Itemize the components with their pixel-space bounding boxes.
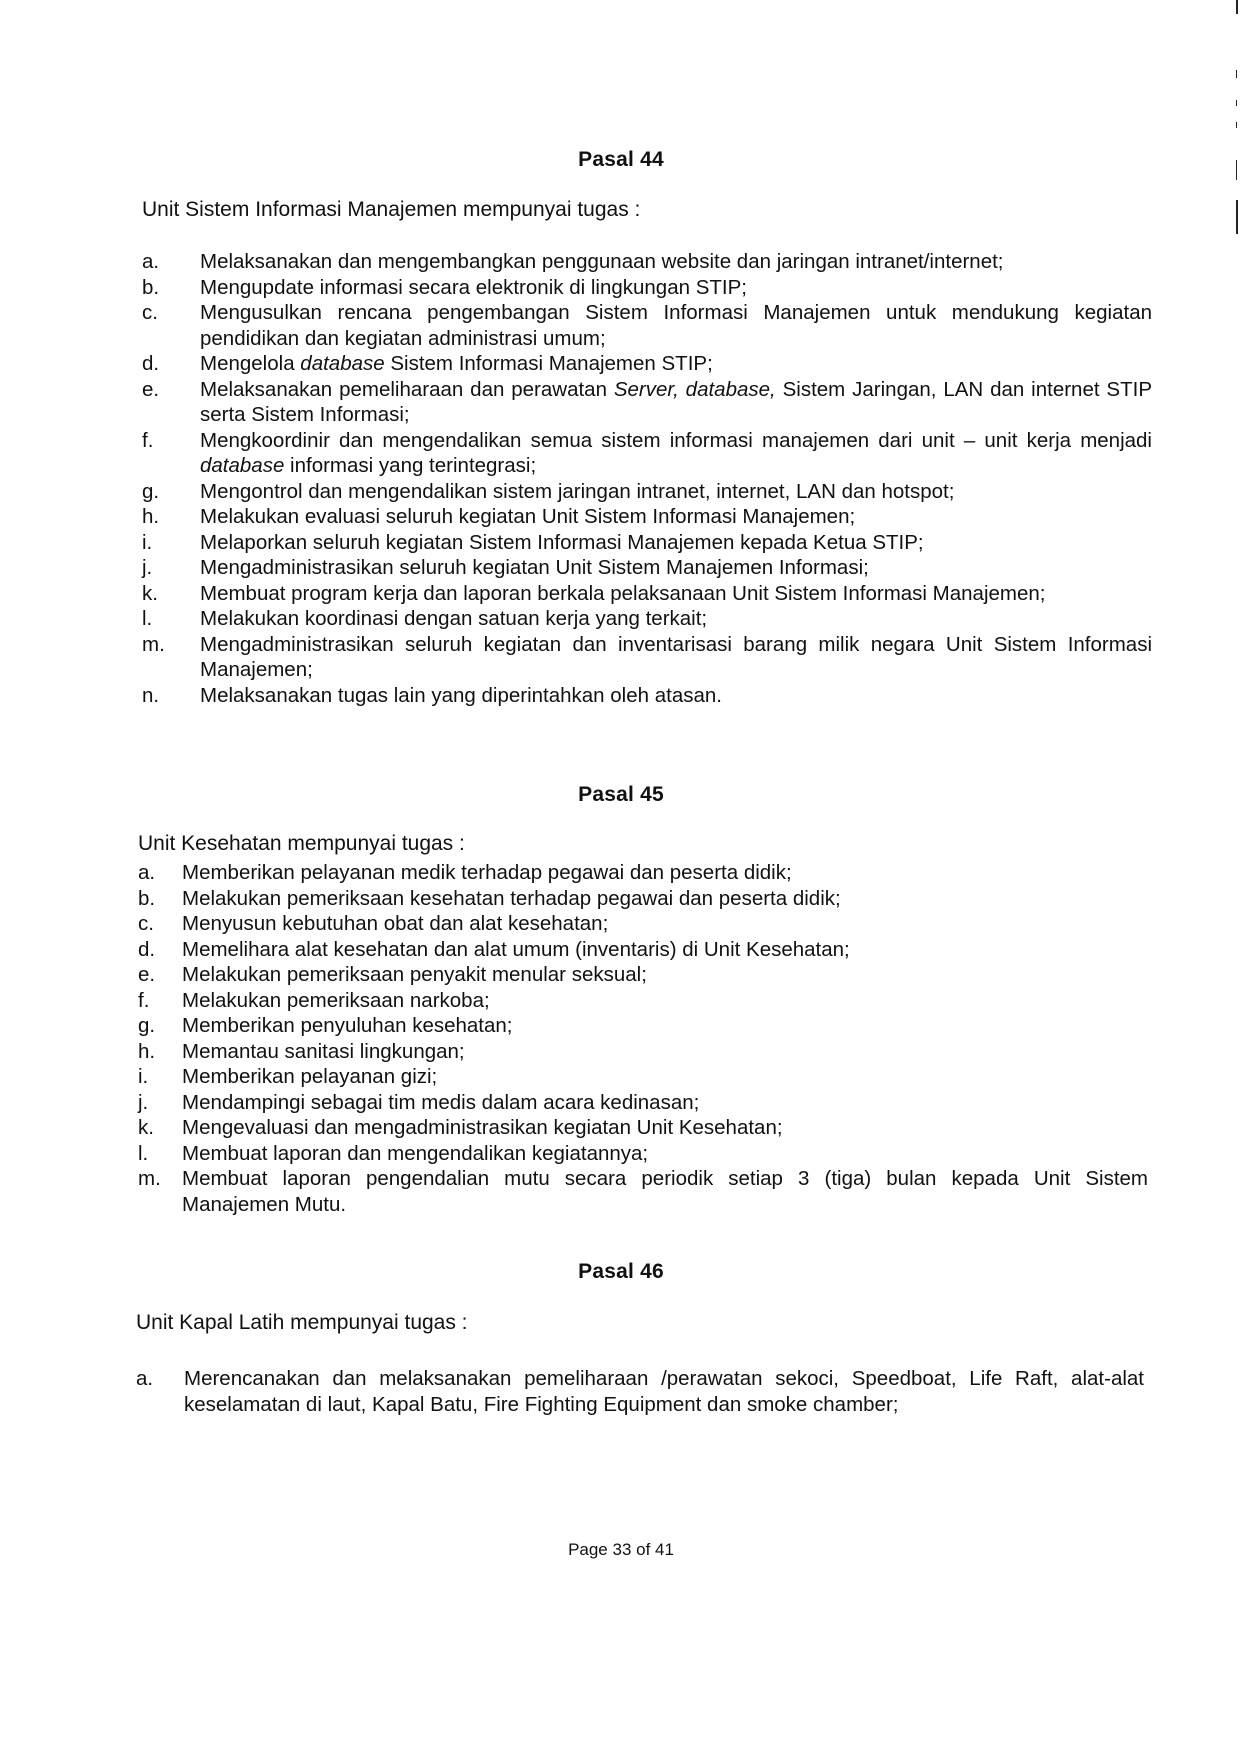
item-text: Melaksanakan pemeliharaan dan perawatan Server, database, Sistem Jaringan, LAN dan internet STIP serta Sistem Informasi; xyxy=(200,377,1152,426)
list-item xyxy=(142,581,1152,607)
list-item xyxy=(138,1064,1148,1090)
item-text: Mengadministrasikan seluruh kegiatan Unit Sistem Manajemen Informasi; xyxy=(200,556,869,579)
item-letter: k. xyxy=(142,581,158,605)
item-letter: i. xyxy=(138,1065,149,1088)
list-item xyxy=(138,911,1148,937)
item-text: Membuat laporan pengendalian mutu secara periodik setiap 3 (tiga) bulan kepada Unit Sistem Manajemen Mutu. xyxy=(182,1167,1148,1216)
item-letter: b. xyxy=(138,886,156,910)
item-text: Memberikan pelayanan medik terhadap pegawai dan peserta didik; xyxy=(182,861,792,884)
item-text: Mengelola database Sistem Informasi Manajemen STIP; xyxy=(200,352,713,375)
item-letter: c. xyxy=(142,301,158,324)
item-letter: f. xyxy=(142,428,154,452)
item-text: Menyusun kebutuhan obat dan alat kesehatan; xyxy=(182,912,609,935)
list-item xyxy=(138,1039,1148,1065)
item-text: Membuat laporan dan mengendalikan kegiatannya; xyxy=(182,1141,649,1165)
item-letter: g. xyxy=(142,479,160,503)
item-text: Melakukan evaluasi seluruh kegiatan Unit Sistem Informasi Manajemen; xyxy=(200,505,856,528)
list-item xyxy=(142,555,1152,581)
item-text: Memantau sanitasi lingkungan; xyxy=(182,1039,465,1063)
list-item xyxy=(136,1366,1144,1417)
list-item xyxy=(138,886,1148,912)
item-letter: f. xyxy=(138,988,150,1012)
item-text: Memberikan pelayanan gizi; xyxy=(182,1065,438,1088)
item-letter: b. xyxy=(142,275,160,299)
list-item xyxy=(142,606,1152,632)
item-text: Mengontrol dan mengendalikan sistem jaringan intranet, internet, LAN dan hotspot; xyxy=(200,479,955,503)
item-text: Melakukan pemeriksaan kesehatan terhadap pegawai dan peserta didik; xyxy=(182,886,841,910)
item-letter: c. xyxy=(138,912,154,935)
pasal-46-list xyxy=(136,1366,1144,1417)
item-letter: d. xyxy=(142,352,160,375)
list-item xyxy=(142,377,1152,428)
item-text: Mengadministrasikan seluruh kegiatan dan inventarisasi barang milik negara Unit Sistem Informasi Manajemen; xyxy=(200,632,1152,681)
item-letter: n. xyxy=(142,683,160,707)
item-text: Melaksanakan tugas lain yang diperintahkan oleh atasan. xyxy=(200,683,722,707)
pasal-45-list xyxy=(138,860,1148,1217)
page-number: Page 33 of 41 xyxy=(568,1540,674,1559)
pasal-45-intro: Unit Kesehatan mempunyai tugas : xyxy=(138,832,465,855)
item-text: Mendampingi sebagai tim medis dalam acara kedinasan; xyxy=(182,1090,700,1114)
list-item xyxy=(138,1090,1148,1116)
item-letter: i. xyxy=(142,530,153,554)
list-item xyxy=(142,351,1152,377)
item-text: Mengusulkan rencana pengembangan Sistem Informasi Manajemen untuk mendukung kegiatan pendidikan dan kegiatan administrasi umum; xyxy=(200,301,1152,350)
item-letter: a. xyxy=(136,1367,154,1390)
list-item xyxy=(138,860,1148,886)
item-letter: l. xyxy=(138,1141,149,1165)
list-item xyxy=(138,1166,1148,1217)
scan-edge-mark xyxy=(1236,100,1237,106)
pasal-44-intro: Unit Sistem Informasi Manajemen mempunyai tugas : xyxy=(142,198,641,221)
list-item xyxy=(138,962,1148,988)
list-item xyxy=(142,632,1152,683)
item-text: Mengupdate informasi secara elektronik di lingkungan STIP; xyxy=(200,275,747,299)
list-item xyxy=(142,275,1152,301)
item-text: Melaksanakan dan mengembangkan penggunaan website dan jaringan intranet/internet; xyxy=(200,250,1004,273)
pasal-45-title: Pasal 45 xyxy=(578,783,664,806)
item-letter: l. xyxy=(142,607,153,630)
item-text: Mengkoordinir dan mengendalikan semua sistem informasi manajemen dari unit – unit kerja menjadi database informasi yang terintegrasi; xyxy=(200,428,1152,477)
item-text: Melakukan koordinasi dengan satuan kerja yang terkait; xyxy=(200,607,708,630)
item-letter: h. xyxy=(138,1039,156,1063)
list-item xyxy=(142,504,1152,530)
list-item xyxy=(142,530,1152,556)
item-text: Memelihara alat kesehatan dan alat umum (inventaris) di Unit Kesehatan; xyxy=(182,937,850,961)
item-letter: m. xyxy=(142,632,165,656)
scan-edge-mark xyxy=(1236,70,1237,78)
item-letter: a. xyxy=(138,861,156,884)
item-letter: j. xyxy=(138,1090,149,1114)
scan-edge-mark xyxy=(1236,122,1237,128)
item-text: Melakukan pemeriksaan narkoba; xyxy=(182,988,490,1012)
item-letter: h. xyxy=(142,505,160,528)
list-item xyxy=(142,479,1152,505)
list-item xyxy=(138,1115,1148,1141)
list-item xyxy=(142,300,1152,351)
item-text: Memberikan penyuluhan kesehatan; xyxy=(182,1014,513,1037)
list-item xyxy=(142,249,1152,275)
item-letter: e. xyxy=(142,377,160,401)
scan-edge-mark xyxy=(1236,0,1238,14)
list-item xyxy=(138,1013,1148,1039)
pasal-44-title: Pasal 44 xyxy=(578,148,664,171)
pasal-46-title: Pasal 46 xyxy=(578,1260,664,1283)
item-letter: d. xyxy=(138,937,156,961)
item-letter: k. xyxy=(138,1116,154,1139)
item-letter: g. xyxy=(138,1014,156,1037)
list-item xyxy=(138,1141,1148,1167)
list-item xyxy=(138,988,1148,1014)
item-letter: j. xyxy=(142,556,153,579)
list-item xyxy=(142,683,1152,709)
item-letter: e. xyxy=(138,963,156,986)
pasal-46-intro: Unit Kapal Latih mempunyai tugas : xyxy=(136,1311,468,1334)
item-text: Melaporkan seluruh kegiatan Sistem Informasi Manajemen kepada Ketua STIP; xyxy=(200,530,924,554)
item-text: Membuat program kerja dan laporan berkala pelaksanaan Unit Sistem Informasi Manajemen; xyxy=(200,581,1046,605)
item-letter: a. xyxy=(142,250,160,273)
item-text: Merencanakan dan melaksanakan pemeliharaan /perawatan sekoci, Speedboat, Life Raft, alat-alat keselamatan di laut, Kapal Batu, Fire Fighting Equipment dan smoke chamber; xyxy=(184,1367,1144,1416)
list-item xyxy=(142,428,1152,479)
item-text: Melakukan pemeriksaan penyakit menular seksual; xyxy=(182,963,647,986)
list-item xyxy=(138,937,1148,963)
item-letter: m. xyxy=(138,1167,161,1190)
item-text: Mengevaluasi dan mengadministrasikan kegiatan Unit Kesehatan; xyxy=(182,1116,783,1139)
scan-edge-mark xyxy=(1236,200,1238,234)
pasal-44-list xyxy=(142,249,1152,708)
